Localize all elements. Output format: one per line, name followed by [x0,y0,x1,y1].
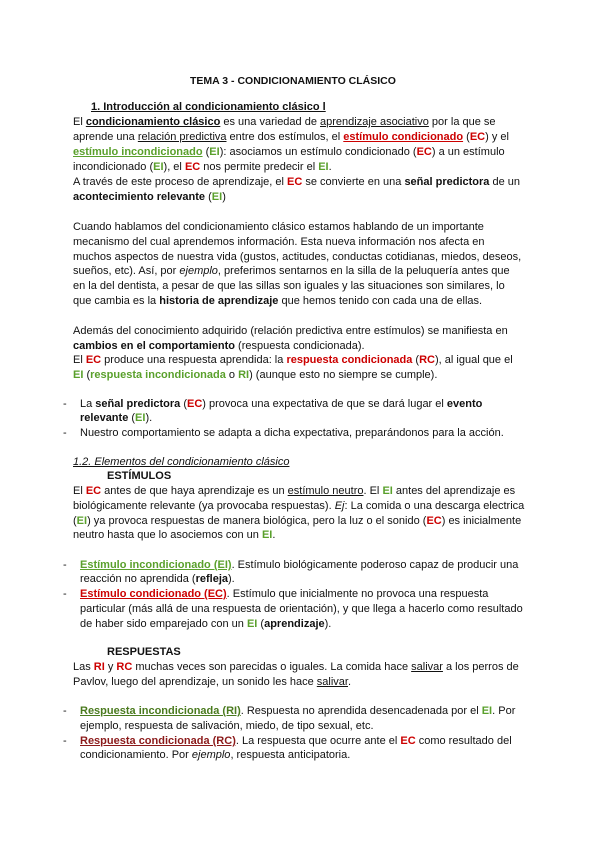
bullet-dash: - [63,705,67,717]
p1-line-5: A través de este proceso de aprendizaje, el EC se convierte en una señal predictora de un [73,176,521,188]
p5-line-1: Las RI y RC muchas veces son parecidas o iguales. La comida hace salivar a los perros de [73,661,519,673]
bullet2-line-1: Nuestro comportamiento se adapta a dicha expectativa, preparándonos para la acción. [80,427,504,439]
heading-estimulos: ESTÍMULOS [107,470,172,482]
p3-line-3: El EC produce una respuesta aprendida: la respuesta condicionada (RC), al igual que el [73,354,513,366]
bullet-ri-line-2: ejemplo, respuesta de salivación, miedo, de tipo sexual, etc. [80,720,374,732]
p2-line-2: mecanismo del cual aprendemos información. Esta nueva información nos afecta en [73,236,485,248]
bullet-rc-line-1: Respuesta condicionada (RC). La respuesta que ocurre ante el EC como resultado del [80,735,512,747]
bullet-ec-line-2: particular (más allá de una respuesta de orientación), y que llega a hacerlo como resultado [80,603,523,615]
heading-respuestas: RESPUESTAS [107,646,181,658]
bullet-dash: - [63,559,67,571]
p3-line-1: Además del conocimiento adquirido (relación predictiva entre estímulos) se manifiesta en [73,325,508,337]
p1-line-3: estímulo incondicionado (EI): asociamos un estímulo condicionado (EC) a un estímulo [73,146,505,158]
bullet-ei-line-1: Estímulo incondicionado (EI). Estímulo biológicamente poderoso capaz de producir una [80,559,519,571]
p2-line-5: en la del dentista, a pesar de que las sillas son iguales y las situaciones son similares, lo [73,280,505,292]
p1-line-1: El condicionamiento clásico es una variedad de aprendizaje asociativo por la que se [73,116,496,128]
page-title: TEMA 3 - CONDICIONAMIENTO CLÁSICO [190,75,396,87]
bullet-ei-line-2: reacción no aprendida (refleja). [80,573,235,585]
p3-line-4: EI (respuesta incondicionada o RI) (aunque esto no siempre se cumple). [73,369,438,381]
bullet-dash: - [63,735,67,747]
bullet-rc-line-2: condicionamiento. Por ejemplo, respuesta anticipatoria. [80,749,351,761]
bullet1-line-2: relevante (EI). [80,412,153,424]
p1-line-4: incondicionado (EI), el EC nos permite predecir el EI. [73,161,332,173]
section-heading-intro: 1. Introducción al condicionamiento clásico l [91,101,326,113]
p4-line-3: (EI) ya provoca respuestas de manera biológica, pero la luz o el sonido (EC) es inicialmente [73,515,522,527]
bullet-ec-line-3: de haber sido emparejado con un EI (aprendizaje). [80,618,332,630]
p4-line-2: biológicamente relevante (ya provocaba respuestas). Ej: La comida o una descarga electrica [73,500,525,512]
p4-line-4: neutro hasta que lo asociemos con un EI. [73,529,276,541]
bullet-dash: - [63,588,67,600]
bullet-dash: - [63,398,67,410]
p2-line-1: Cuando hablamos del condicionamiento clásico estamos hablando de un importante [73,221,484,233]
p2-line-4: sueños, etc). Así, por ejemplo, preferimos sentarnos en la silla de la peluquería antes que [73,265,510,277]
p2-line-3: muchos aspectos de nuestra vida (gustos, actitudes, conductas cotidianas, miedos, deseos, [73,251,522,263]
p4-line-1: El EC antes de que haya aprendizaje es un estímulo neutro. El EI antes del aprendizaje es [73,485,516,497]
bullet-dash: - [63,427,67,439]
p1-line-2: aprende una relación predictiva entre dos estímulos, el estímulo condicionado (EC) y el [73,131,509,143]
p3-line-2: cambios en el comportamiento (respuesta condicionada). [73,340,365,352]
bullet-ec-line-1: Estímulo condicionado (EC). Estímulo que inicialmente no provoca una respuesta [80,588,489,600]
p5-line-2: Pavlov, luego del aprendizaje, un sonido les hace salivar. [73,676,352,688]
bullet-ri-line-1: Respuesta incondicionada (RI). Respuesta no aprendida desencadenada por el EI. Por [80,705,516,717]
subsection-elements: 1.2. Elementos del condicionamiento clásico [73,456,290,468]
p1-line-6: acontecimiento relevante (EI) [73,191,226,203]
p2-line-6: que cambia es la historia de aprendizaje que hemos tenido con cada una de ellas. [73,295,483,307]
bullet1-line-1: La señal predictora (EC) provoca una expectativa de que se dará lugar el evento [80,398,483,410]
